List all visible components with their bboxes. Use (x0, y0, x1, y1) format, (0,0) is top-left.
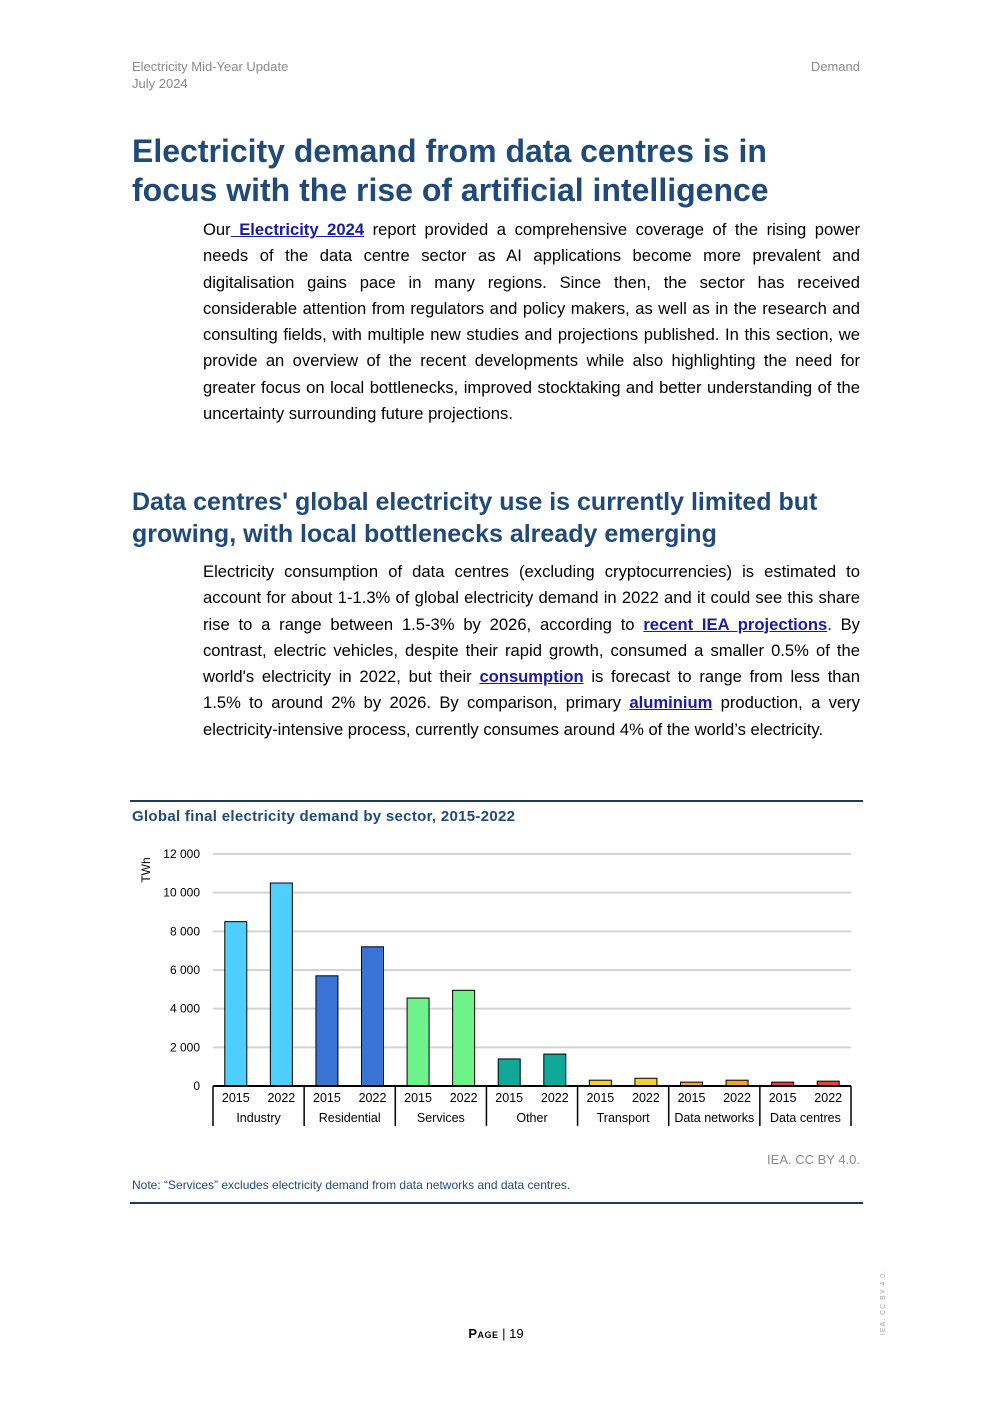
intro-text-rest: report provided a comprehensive coverage of the rising power needs of the data centre sector as AI applications become more prevalent and digitalisation gains pace in many regions. Since then, the sector has received considerable attention from regulators and policy makers, as well as in the research and consulting fields, with multiple new studies and projections published. In this section, we provide an overview of the recent developments while also highlighting the need for greater focus on local bottlenecks, improved stocktaking and better understanding of the uncertainty surrounding future projections. (203, 220, 860, 424)
y-tick-label: 8 000 (169, 924, 200, 939)
body-text-4: production, a very electricity-intensive process, currently consumes around 4% of the world’s electricity. (203, 693, 860, 739)
y-tick-label: 6 000 (169, 963, 200, 977)
header-section: Demand (810, 59, 860, 74)
intro-text-start: Our (203, 220, 231, 239)
bar (407, 998, 429, 1086)
bar (635, 1078, 657, 1086)
body-paragraph (203, 559, 860, 743)
header-left (132, 58, 288, 92)
bar (270, 883, 292, 1086)
x-category-label: Other (516, 1111, 548, 1125)
x-category-label: Transport (596, 1111, 650, 1125)
body-text-2: . By contrast, electric vehicles, despite their rapid growth, consumed a smaller 0.5% of the world's electricity in 2022, but their (203, 614, 860, 687)
bar (544, 1054, 566, 1086)
x-year-label: 2022 (632, 1091, 660, 1105)
section-subtitle: Data centres' global electricity use is currently limited but growing, with local bottlenecks already emerging (132, 488, 818, 548)
side-credit: IEA. CC BY 4.0. (880, 1270, 887, 1336)
page-number-value: 19 (509, 1326, 524, 1341)
doc-date: July 2024 (132, 76, 188, 91)
x-category-label: Industry (236, 1111, 281, 1125)
x-year-label: 2022 (449, 1091, 478, 1105)
y-tick-label: 0 (193, 1079, 200, 1093)
x-year-label: 2022 (358, 1091, 387, 1105)
intro-paragraph (203, 217, 860, 427)
bar (316, 976, 338, 1086)
x-year-label: 2015 (586, 1091, 615, 1105)
chart-title: Global final electricity demand by sector, 2015-2022 (132, 808, 516, 825)
x-category-label: Data networks (674, 1111, 755, 1125)
page-number (0, 1326, 992, 1341)
aluminium-link[interactable]: aluminium (629, 693, 713, 713)
bar (362, 947, 384, 1086)
x-year-label: 2015 (677, 1091, 706, 1105)
chart-bottom-rule (130, 1202, 863, 1204)
chart-credit: IEA. CC BY 4.0. (767, 1152, 860, 1167)
y-tick-label: 4 000 (169, 1001, 200, 1016)
x-year-label: 2022 (723, 1091, 751, 1105)
y-tick-label: 12 000 (163, 847, 200, 861)
x-category-label: Data centres (769, 1111, 841, 1125)
body-text-1: Electricity consumption of data centres (excluding cryptocurrencies) is estimated to account for about 1-1.3% of global electricity demand in 2022 and it could see this share rise to a range between 1.5-3% by 2026, according to (203, 562, 860, 634)
x-year-label: 2022 (814, 1091, 843, 1105)
consumption-link[interactable]: consumption (479, 667, 584, 687)
bar (453, 990, 475, 1086)
page-title: Electricity demand from data centres is in focus with the rise of artificial intelligence (132, 133, 769, 208)
x-year-label: 2022 (540, 1091, 569, 1105)
bar (498, 1059, 520, 1086)
body-text-3: is forecast to range from less than 1.5% to around 2% by 2026. By comparison, primary (203, 667, 860, 713)
x-category-label: Services (416, 1111, 465, 1125)
doc-title: Electricity Mid-Year Update (132, 59, 289, 74)
electricity-2024-link[interactable]: Electricity 2024 (230, 220, 365, 239)
x-year-label: 2015 (404, 1091, 432, 1105)
x-year-label: 2022 (267, 1091, 296, 1105)
y-tick-label: 10 000 (163, 885, 200, 900)
bar-chart (130, 840, 860, 1135)
x-category-label: Residential (318, 1111, 381, 1125)
x-year-label: 2015 (313, 1091, 341, 1105)
y-axis-label: TWh (139, 857, 153, 883)
recent-iea-projections-link[interactable]: recent IEA projections (643, 614, 828, 634)
x-year-label: 2015 (221, 1091, 250, 1105)
page-label: Page (468, 1326, 499, 1341)
page-separator: | (498, 1326, 510, 1341)
bar (225, 922, 247, 1086)
y-tick-label: 2 000 (169, 1040, 200, 1055)
x-year-label: 2015 (495, 1091, 524, 1105)
chart-note: Note: “Services” excludes electricity demand from data networks and data centres. (132, 1178, 571, 1192)
chart-top-rule (130, 800, 863, 802)
x-year-label: 2015 (768, 1091, 797, 1105)
